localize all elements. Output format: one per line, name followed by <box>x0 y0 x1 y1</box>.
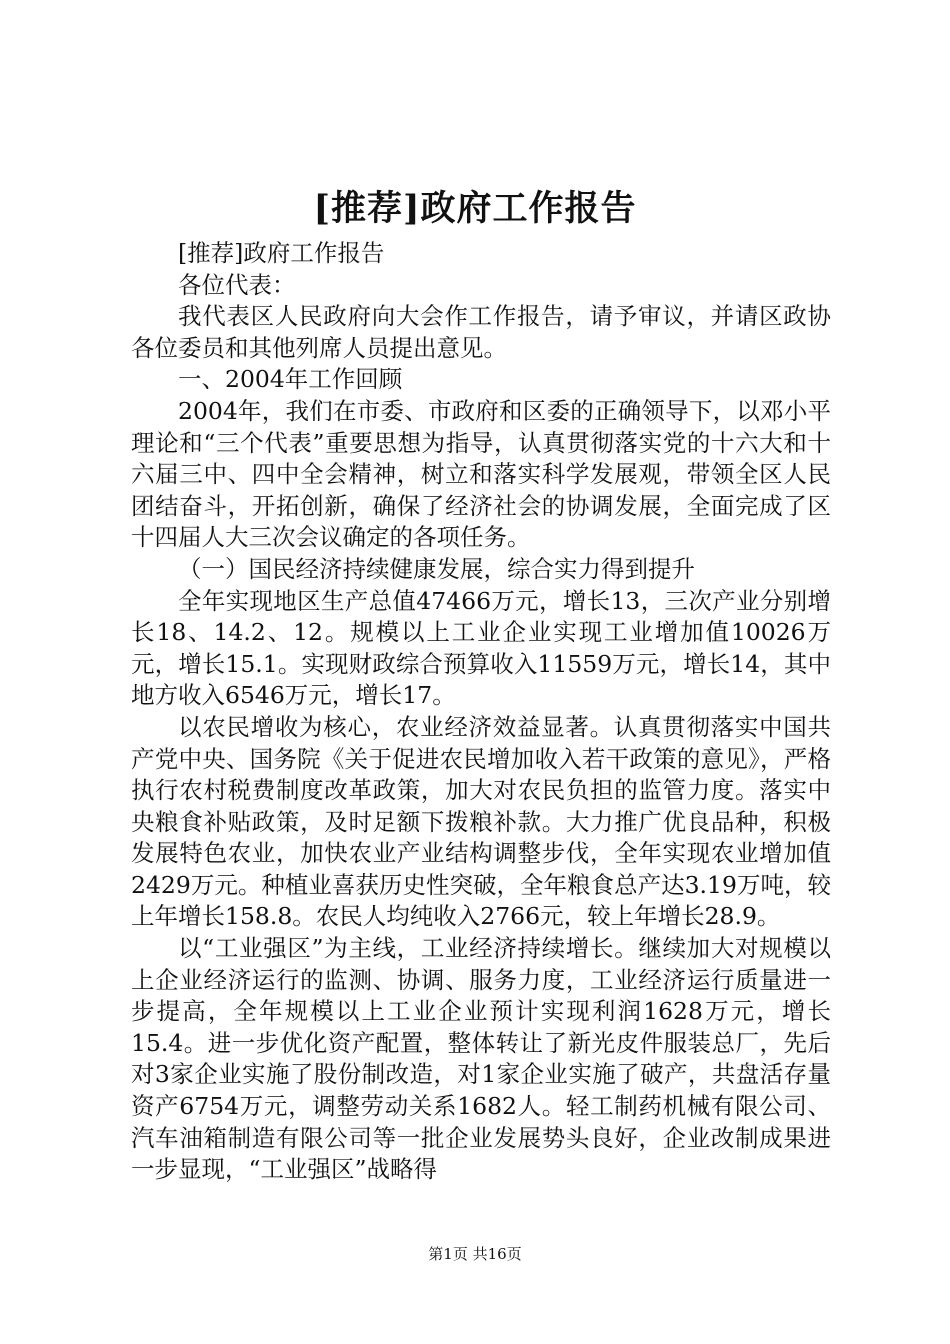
body-paragraph: 以农民增收为核心，农业经济效益显著。认真贯彻落实中国共产党中央、国务院《关于促进农民增加收入若干政策的意见》，严格执行农村税费制度改革政策，加大对农民负担的监管力度。落实中央粮食补贴政策，及时足额下拨粮补款。大力推广优良品种，积极发展特色农业，加快农业产业结构调整步伐，全年实现农业增加值2429万元。种植业喜获历史性突破，全年粮食总产达3.19万吨，较上年增长158.8。农民人均纯收入2766元，较上年增长28.9。 <box>131 712 831 931</box>
subsection-heading: （一）国民经济持续健康发展，综合实力得到提升 <box>178 554 695 583</box>
page-number-footer: 第1页 共16页 <box>428 1245 522 1263</box>
document-body <box>131 238 831 1186</box>
body-paragraph: 我代表区人民政府向大会作工作报告，请予审议，并请区政协各位委员和其他列席人员提出意见。 <box>131 302 831 362</box>
body-paragraph: [推荐]政府工作报告 <box>178 239 385 267</box>
body-paragraph: 全年实现地区生产总值47466万元，增长13，三次产业分别增长18、14.2、12。规模以上工业企业实现工业增加值10026万元，增长15.1。实现财政综合预算收入11559万元，增长14，其中地方收入6546万元，增长17。 <box>131 586 831 710</box>
document-title: [推荐]政府工作报告 <box>313 188 637 229</box>
body-paragraph: 以“工业强区”为主线，工业经济持续增长。继续加大对规模以上企业经济运行的监测、协调、服务力度，工业经济运行质量进一步提高，全年规模以上工业企业预计实现利润1628万元，增长15.4。进一步优化资产配置，整体转让了新光皮件服装总厂，先后对3家企业实施了股份制改造，对1家企业实施了破产，共盘活存量资产6754万元，调整劳动关系1682人。轻工制药机械有限公司、汽车油箱制造有限公司等一批企业发展势头良好，企业改制成果进一步显现，“工业强区”战略得 <box>131 934 831 1184</box>
section-heading: 一、2004年工作回顾 <box>178 365 403 394</box>
body-paragraph: 2004年，我们在市委、市政府和区委的正确领导下，以邓小平理论和“三个代表”重要思想为指导，认真贯彻落实党的十六大和十六届三中、四中全会精神，树立和落实科学发展观，带领全区人民团结奋斗，开拓创新，确保了经济社会的协调发展，全面完成了区十四届人大三次会议确定的各项任务。 <box>131 396 831 552</box>
body-paragraph: 各位代表： <box>178 270 296 299</box>
